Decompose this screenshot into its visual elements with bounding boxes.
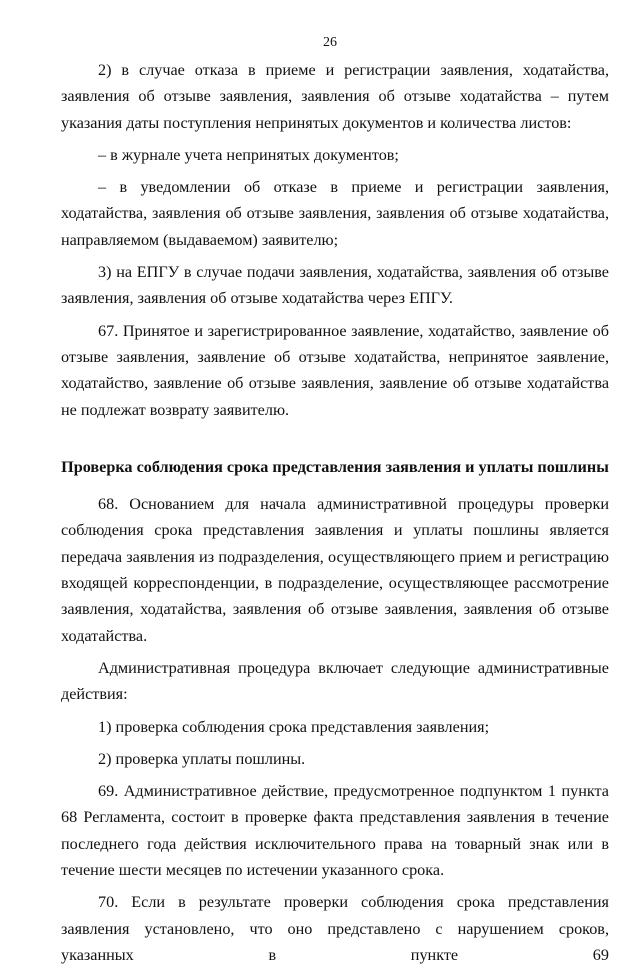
paragraph-68: 68. Основанием для начала административной процедуры проверки соблюдения срока представления заявления и уплаты пошлины является передача заявления из подразделения, осуществляющего прием и регистрацию входящей корреспонденции, в подразделение, осуществляющее рассмотрение заявления, ходатайства, заявления об отзыве заявления, заявления об отзыве ходатайства. [61,495,609,645]
paragraph-70: 70. Если в результате проверки соблюдения срока представления заявления установлено, что оно представлено с нарушением сроков, указанных в пункте 69 [61,893,609,964]
paragraph-69: 69. Административное действие, предусмотренное подпунктом 1 пункта 68 Регламента, состоит в проверке факта представления заявления в течение последнего года действия исключительного права на товарный знак или в течение шести месяцев по истечении указанного срока. [61,782,609,880]
paragraph-action-2: 2) проверка уплаты пошлины. [98,749,306,768]
paragraph-refusal-notation: 2) в случае отказа в приеме и регистрации заявления, ходатайства, заявления об отзыве заявления, заявления об отзыве ходатайства – путем указания даты поступления непринятых документов и количества листов: [61,61,609,132]
paragraph-journal: – в журнале учета непринятых документов; [98,145,399,164]
paragraph-procedure-actions: Административная процедура включает следующие административные действия: [61,658,609,704]
paragraph-action-1: 1) проверка соблюдения срока представления заявления; [98,717,490,736]
paragraph-refusal-notice: – в уведомлении об отказе в приеме и регистрации заявления, ходатайства, заявления об отзыве заявления, заявления об отзыве ходатайства, направляемом (выдаваемом) заявителю; [61,178,609,249]
document-body [61,57,609,968]
page-number: 26 [323,35,337,50]
paragraph-67: 67. Принятое и зарегистрированное заявление, ходатайство, заявление об отзыве заявления, заявление об отзыве ходатайства, непринятое заявление, ходатайство, заявление об отзыве заявления, заявление об отзыве ходатайства не подлежат возврату заявителю. [61,321,609,419]
paragraph-epgu: 3) на ЕПГУ в случае подачи заявления, ходатайства, заявления об отзыве заявления, заявления об отзыве ходатайства через ЕПГУ. [61,263,609,308]
section-heading: Проверка соблюдения срока представления заявления и уплаты пошлины [61,457,609,476]
